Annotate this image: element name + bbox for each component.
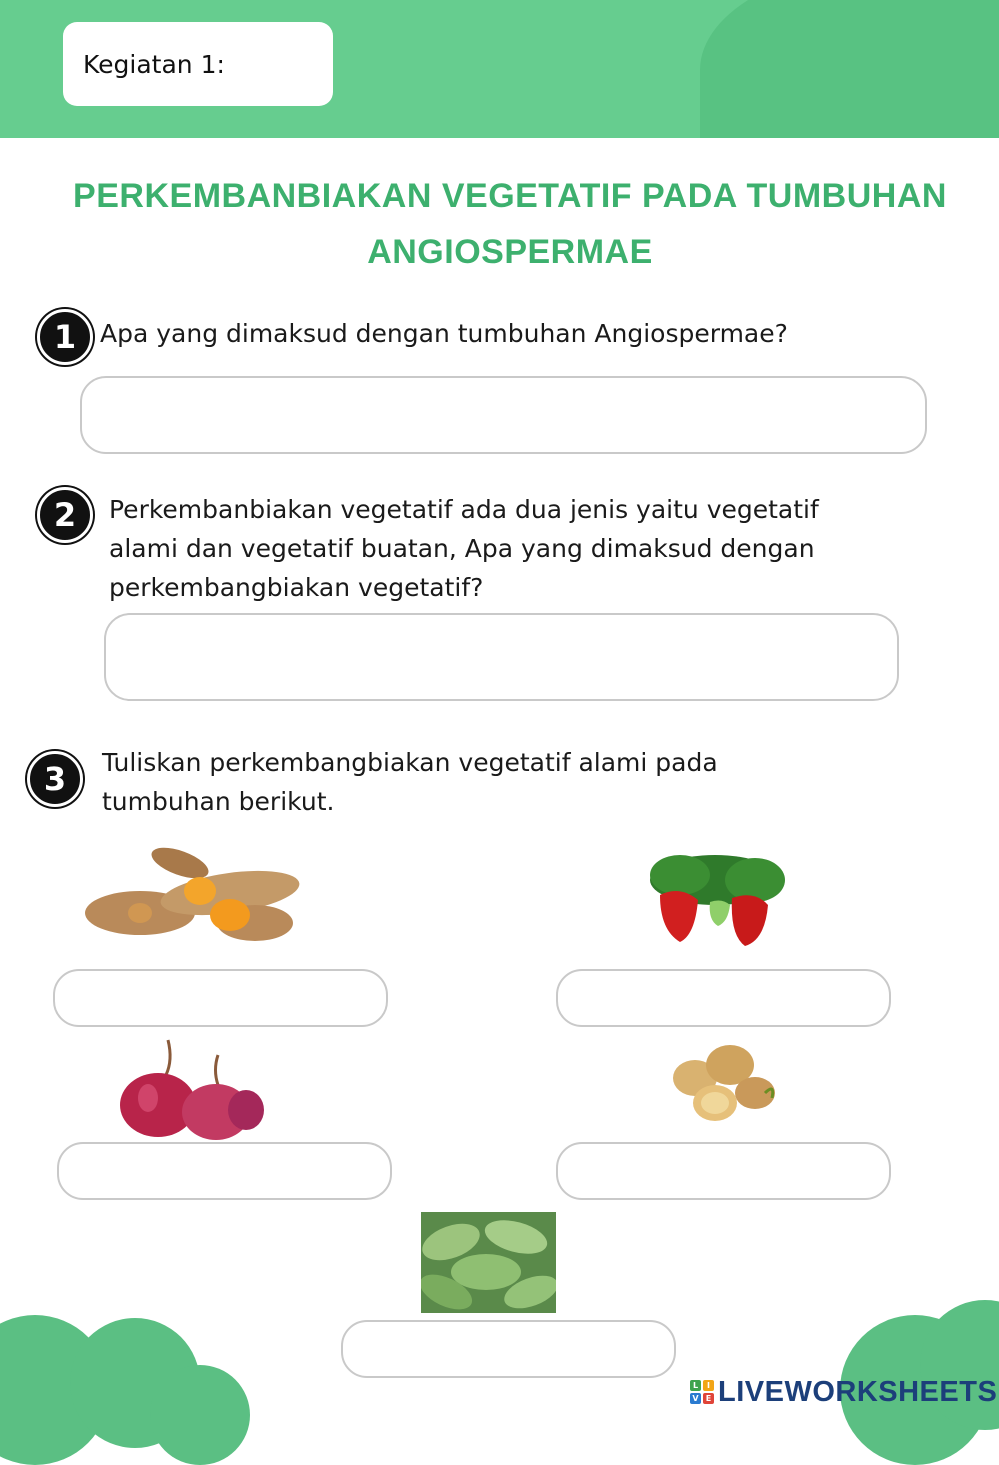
shallot-image [118,1030,268,1142]
answer-field-shallot[interactable] [57,1142,392,1200]
activity-label-box [63,22,333,106]
answer-field-turmeric[interactable] [53,969,388,1027]
logo-letter-i: I [703,1380,714,1391]
liveworksheets-logo[interactable] [690,1372,997,1412]
answer-field-strawberry[interactable] [556,969,891,1027]
answer-field-1[interactable] [80,376,927,454]
cocor-bebek-leaves-image [421,1212,556,1313]
question-2-text [109,490,819,607]
question-2-line-3: perkembangbiakan vegetatif? [109,573,484,602]
header-decoration [700,0,999,138]
question-3-line-1: Tuliskan perkembangbiakan vegetatif alami pada [102,748,718,777]
question-2-line-2: alami dan vegetatif buatan, Apa yang dimaksud dengan [109,534,815,563]
logo-letter-e: E [703,1393,714,1404]
answer-field-2[interactable] [104,613,899,701]
question-2-line-1: Perkembanbiakan vegetatif ada dua jenis yaitu vegetatif [109,495,819,524]
turmeric-image [80,843,302,955]
potato-image [670,1043,780,1128]
logo-letter-l: L [690,1380,701,1391]
page-title-line-2: ANGIOSPERMAE [367,233,653,271]
logo-letter-v: V [690,1393,701,1404]
question-1-text: Apa yang dimaksud dengan tumbuhan Angiospermae? [100,319,788,348]
activity-label: Kegiatan 1: [83,50,225,79]
question-3-number: 3 [27,751,83,807]
answer-field-potato[interactable] [556,1142,891,1200]
question-1-number: 1 [37,309,93,365]
page-title [60,168,960,280]
page-title-line-1: PERKEMBANBIAKAN VEGETATIF PADA TUMBUHAN [73,177,947,215]
strawberry-image [640,850,790,950]
liveworksheets-logo-icon [690,1380,714,1404]
question-3-text [102,743,718,821]
liveworksheets-logo-text: LIVEWORKSHEETS [718,1375,998,1408]
question-2-number: 2 [37,487,93,543]
question-3-line-2: tumbuhan berikut. [102,787,335,816]
answer-field-cocor-bebek[interactable] [341,1320,676,1378]
